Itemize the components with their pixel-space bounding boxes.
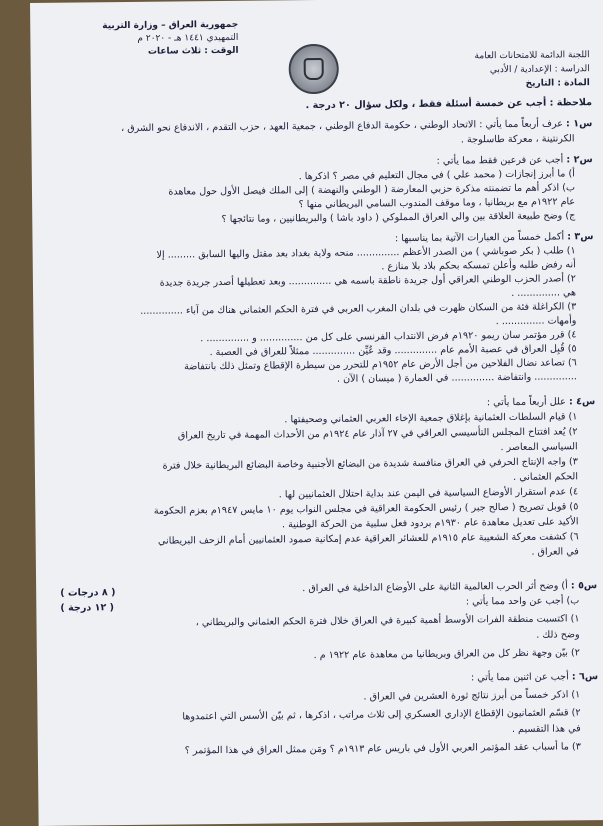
q2-number: س٢ : xyxy=(566,154,593,166)
q1-text: عرف أربعاً مما يأتي : الاتحاد الوطني ، حكومة الدفاع الوطني ، جمعية العهد ، حزب التقدم ، الاندفاع نحو الشرق ، xyxy=(120,118,564,135)
q3-s2b: هي .............. . xyxy=(511,287,577,299)
q6-i2a: ٢) قسّم العثمانيون الإقطاع الإداري العسكري إلى ثلاث مراتب ، اذكرها ، ثم بيّن الأسس التي اعتمدوها xyxy=(182,707,581,723)
q2-head-text: أجب عن فرعين فقط مما يأتي : xyxy=(436,154,564,167)
q2-b2: عام ١٩٢٢م مع بريطانيا ، وما موقف المندوب السامي البريطاني منها ؟ xyxy=(298,196,576,211)
q3-head-text: أكمل خمساً من العبارات الآتية بما يناسبها : xyxy=(394,231,565,245)
q5-a xyxy=(44,580,598,599)
q3-s3a: ٣) الكراغلة فئة من السكان ظهرت في بلدان المغرب العربي في فترة الحكم العثماني هناك من آباء .............. xyxy=(140,301,577,317)
q5-b-grade: ( ١٢ درجة ) xyxy=(60,602,115,614)
q1-line2: الكرنتينة ، معركة طاسلوجة . xyxy=(460,133,575,146)
q3-s1a: ١) طلب ( بكر صوباشي ) من الصدر الأعظم .............. منحه ولاية بغداد بعد مقتل واليها السابق ......... إلا xyxy=(156,245,576,261)
q3-s5: ٥) قُبِل العراق في عصبة الأمم عام .............. وقد عُيِّن .............. ممثلاً للعراق في العصبة . xyxy=(209,343,577,359)
committee-name: اللجنة الدائمة للامتحانات العامة xyxy=(474,50,590,62)
q4-number: س٤ : xyxy=(568,396,596,408)
q4-i6b: في العراق . xyxy=(531,546,579,558)
q4-i3b: الحكم العثماني . xyxy=(513,471,579,483)
q5-number: س٥ : xyxy=(570,580,598,592)
q5-a-text: أ) وضح أثر الحرب العالمية الثانية على الأوضاع الداخلية في العراق . xyxy=(302,580,568,595)
q6-number: س٦ : xyxy=(571,671,599,683)
q5-b1b: وضح ذلك . xyxy=(536,629,580,641)
subject: المادة : التاريخ xyxy=(525,78,590,89)
q5-b1a: ١) اكتسبت منطقة الفرات الأوسط أهمية كبيرة في العراق خلال فترة الحكم العثماني والبريطاني ، xyxy=(195,613,580,629)
q5-b2: ٢) بيّن وجهة نظر كل من العراق وبريطانيا من معاهدة عام ١٩٢٢ م . xyxy=(313,647,580,662)
q2-c: ج) وضح طبيعة العلاقة بين والي العراق المملوكي ( داود باشا ) والبريطانيين ، وما نتائجها ؟ xyxy=(221,210,576,226)
q6-head xyxy=(45,672,598,687)
q4-i1: ١) قيام السلطات العثمانية بإغلاق جمعية الإخاء العربي العثماني وصحيفتها . xyxy=(284,411,578,426)
q3-s6a: ٦) تصاعد نضال الفلاحين من أجل الأرض عام ١٩٥٢م للتحرر من سيطرة الإقطاع وتمثل ذلك بانتفاضة xyxy=(184,357,577,373)
q4-i6a: ٦) كشفت معركة الشعيبة عام ١٩١٥م للعشائر العراقية عدم إمكانية صمود العثمانيين أمام الزحف البريطاني xyxy=(157,531,579,547)
q6-i3: ٣) ما أسباب عقد المؤتمر العربي الأول في باريس عام ١٩١٣م ؟ ومَن ممثل العراق في هذا المؤتمر ؟ xyxy=(184,741,581,757)
republic-ministry: جمهورية العراق – وزارة التربية xyxy=(102,19,239,32)
q3-s1b: أنه رفض طلبه وأعلن تمسكه بحكم بلاد بلا منازع . xyxy=(381,259,576,273)
q2-b1: ب) اذكر أهم ما تضمنته مذكرة حزبي المعارضة ( الوطني والنهضة ) إلى الملك فيصل الأول حول معاهدة xyxy=(168,182,576,198)
exam-session: التمهيدي ١٤٤١ هـ - ٢٠٢٠ م xyxy=(137,32,239,44)
q3-s2: ٢) أصدر الحزب الوطني العراقي أول جريدة ناطقة باسمه هي .............. وبعد تعطيلها أصدر جريدة جديدة xyxy=(159,273,576,289)
q3-number: س٣ : xyxy=(567,231,594,243)
q1-number: س١ : xyxy=(565,118,593,130)
q4-i5a: ٥) قوبل تصريح ( صالح جبر ) رئيس الحكومة العراقية في مجلس النواب يوم ١٠ مايس ١٩٤٧م بعزم الحكومة xyxy=(153,501,579,517)
header-left xyxy=(48,19,238,60)
q6-head-text: أجب عن اثنين مما يأتي : xyxy=(470,671,569,684)
q4-head xyxy=(42,397,595,412)
q4-i2a: ٢) يُعد افتتاح المجلس التأسيسي العراقي في ٢٧ آذار عام ١٩٢٤م من الأحداث المهمة في تاريخ العراق xyxy=(177,426,578,442)
q4-i4: ٤) عدم استقرار الأوضاع السياسية في اليمن عند بداية احتلال العثمانيين لها . xyxy=(278,486,579,501)
q2-a: أ) ما أبرز إنجازات ( محمد علي ) في مجال التعليم في مصر ؟ اذكرها . xyxy=(298,168,575,183)
header-right xyxy=(420,49,590,93)
q4-head-text: علل أربعاً مما يأتي : xyxy=(486,396,566,409)
q3-s4: ٤) قرر مؤتمر سان ريمو ١٩٢٠م فرض الانتداب الفرنسي على كل من .............. و .............. . xyxy=(200,329,577,345)
q1-line1 xyxy=(39,119,592,134)
q5-b: ب) أجب عن واحد مما يأتي : xyxy=(465,595,580,608)
q4-i2b: السياسي المعاصر . xyxy=(500,441,578,454)
q5-a-grade: ( ٨ درجات ) xyxy=(60,587,116,599)
exam-paper xyxy=(30,0,603,826)
ministry-seal-icon xyxy=(288,44,339,95)
q6-i1: ١) اذكر خمساً من أبرز نتائج ثورة العشرين في العراق . xyxy=(363,689,581,703)
exam-time: الوقت : ثلاث ساعات xyxy=(147,45,239,57)
study-level: الدراسة : الإعدادية / الأدبي xyxy=(489,64,590,76)
q4-i3a: ٣) واجه الإنتاج الحرفي في العراق منافسة شديدة من البضائع الأجنبية وخاصة البضائع البريطانية خلال فترة xyxy=(162,456,578,472)
q3-s3b: وأمهات .............. . xyxy=(495,315,577,328)
exam-note: ملاحظة : أجب عن خمسة أسئلة فقط ، ولكل سؤال ٢٠ درجة . xyxy=(305,97,593,112)
q6-i2b: في هذا التقسيم . xyxy=(511,723,581,735)
q4-i5b: الأكيد على تعديل معاهدة عام ١٩٣٠م بردود فعل سلبية من الحركة الوطنية . xyxy=(281,516,579,531)
q3-s6b: .............. وانتفاضة .............. في العمارة ( ميسان ) الآن . xyxy=(336,371,578,385)
